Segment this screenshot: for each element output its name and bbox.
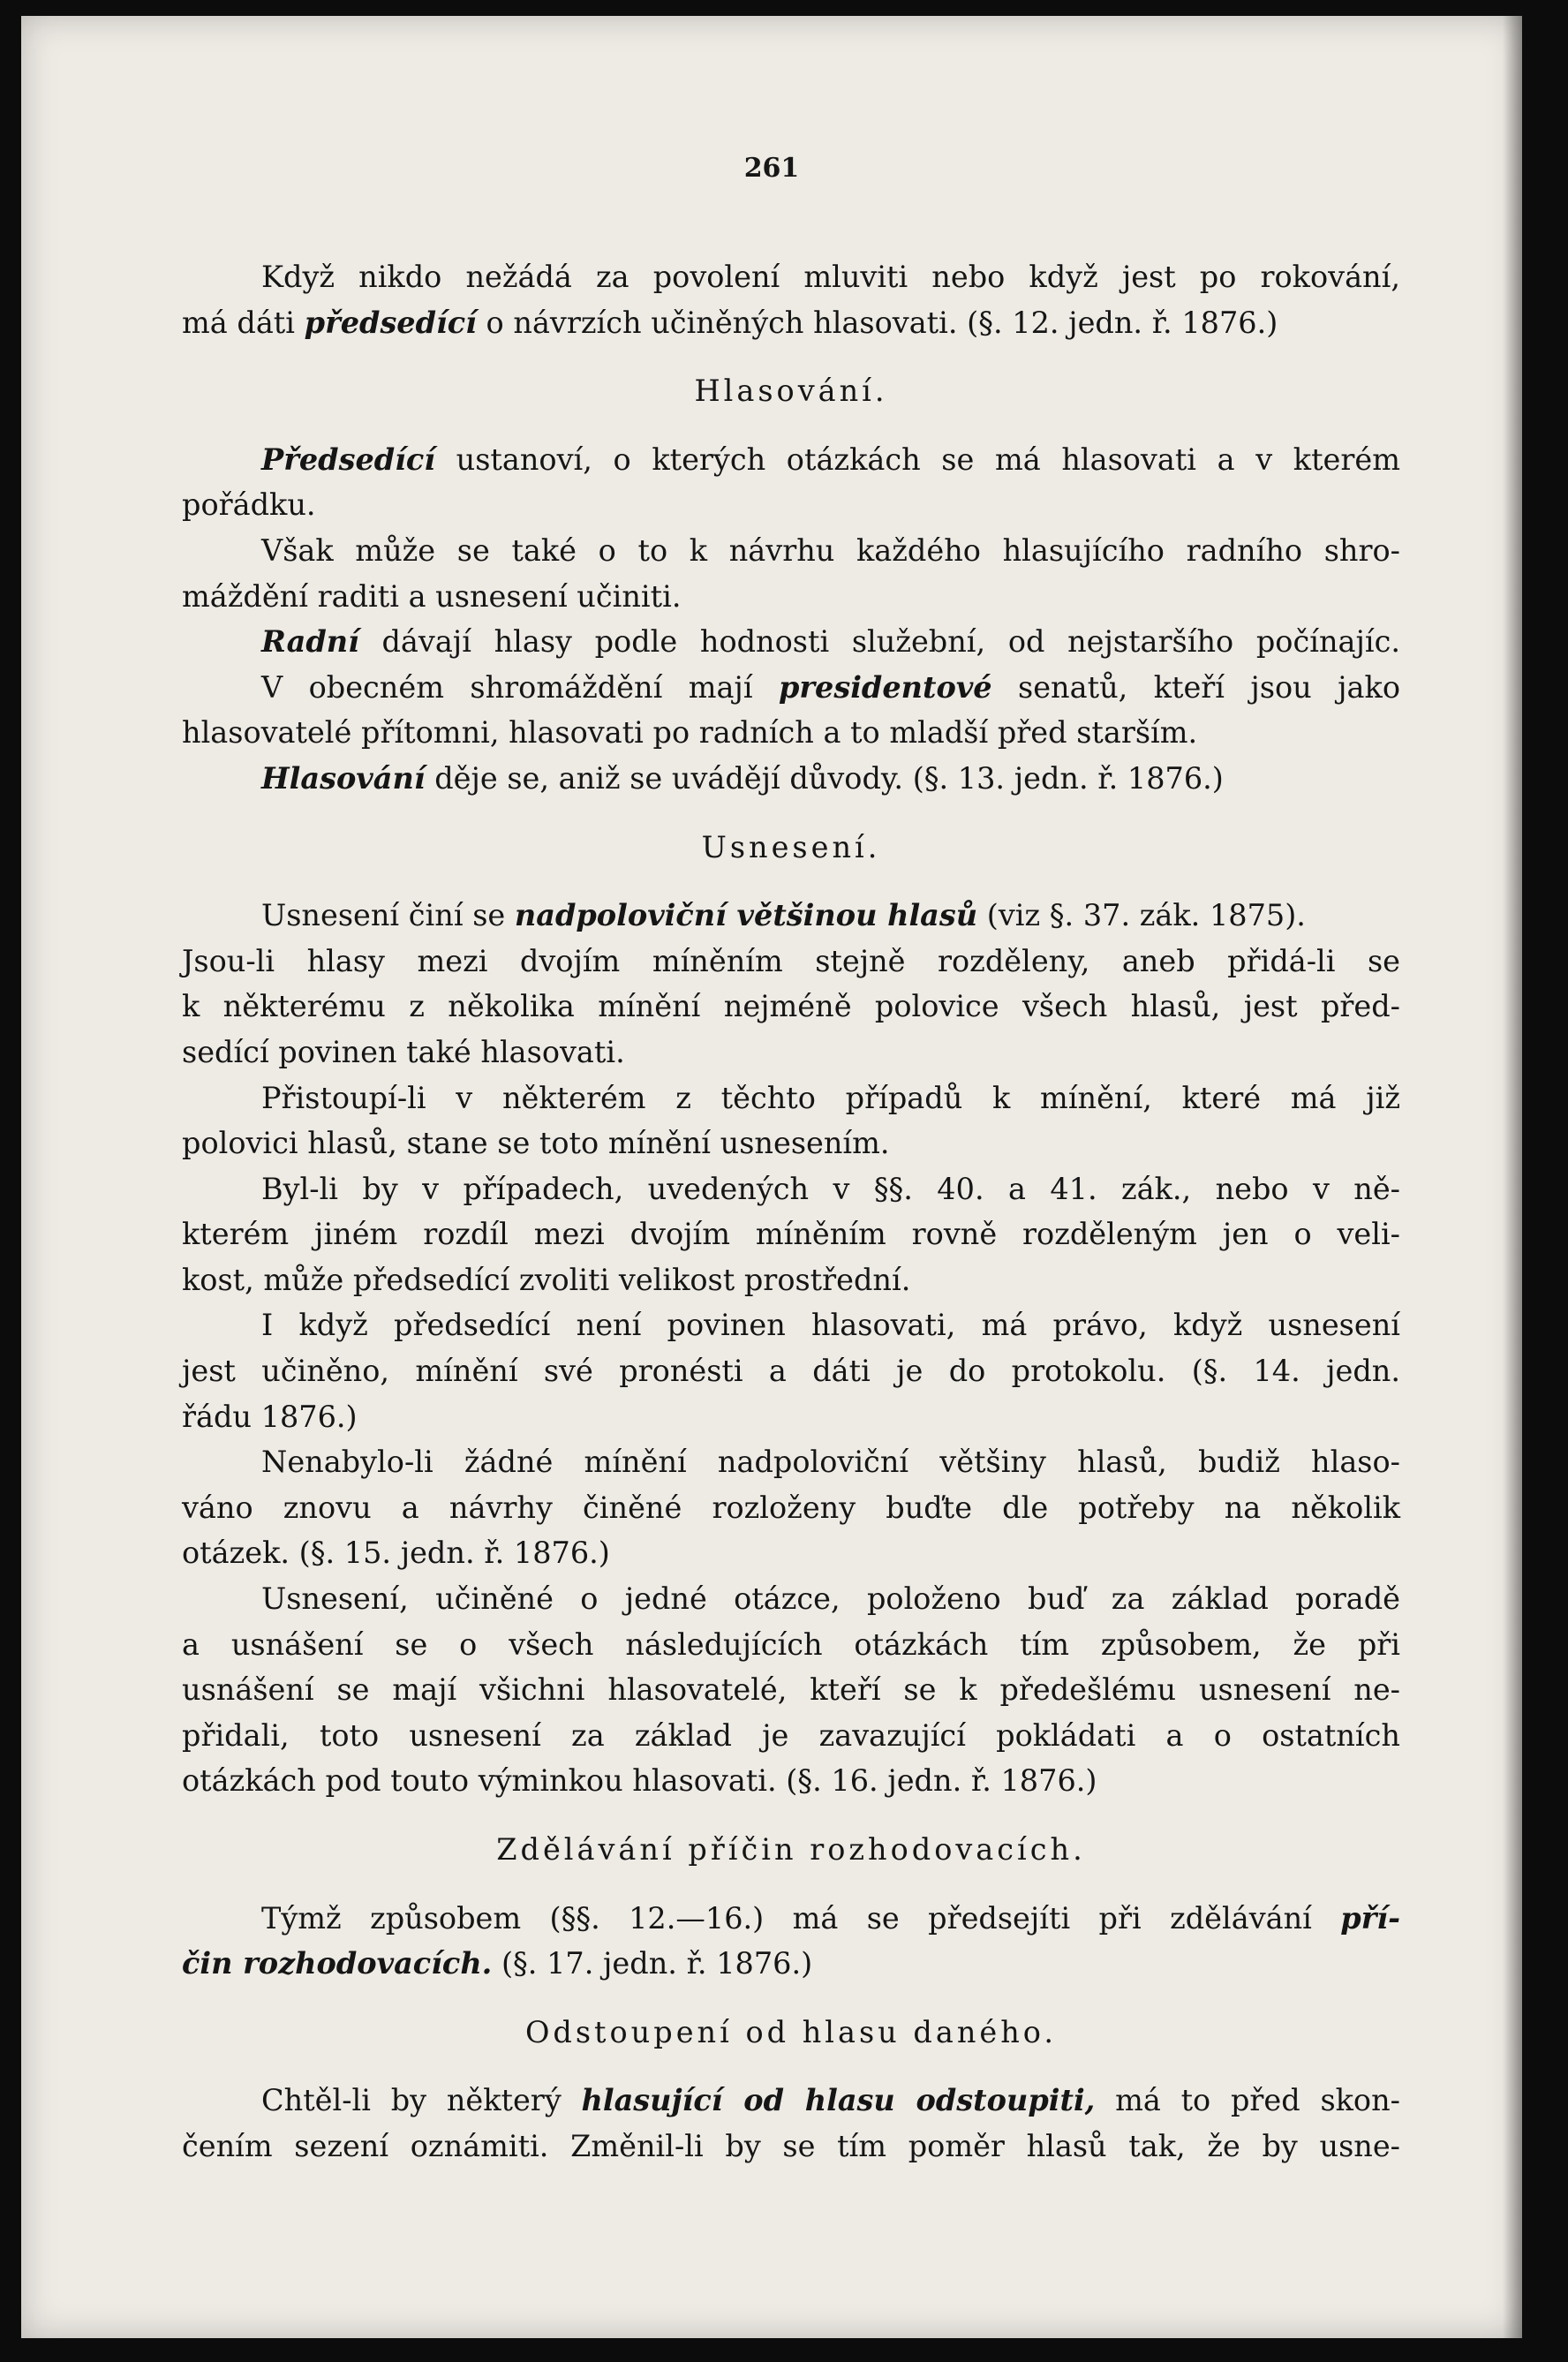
text-line: Když nikdo nežádá za povolení mluviti nebo když jest po rokování, <box>261 260 1400 294</box>
text-line: sedící povinen také hlasovati. <box>182 1034 625 1069</box>
text-line: čin rozhodovacích. (§. 17. jedn. ř. 1876.) <box>182 1946 813 1981</box>
emphasis: nadpoloviční většinou hlasů <box>514 898 978 933</box>
text-line: máždění raditi a usnesení učiniti. <box>182 578 682 614</box>
text-line: otázkách pod touto výminkou hlasovati. (§. 16. jedn. ř. 1876.) <box>182 1763 1097 1799</box>
page-edge-shadow <box>1503 16 1522 2338</box>
text-line: Hlasování děje se, aniž se uvádějí důvody. (§. 13. jedn. ř. 1876.) <box>261 760 1224 796</box>
text-line: Byl-li by v případech, uvedených v §§. 40. a 41. zák., nebo v ně- <box>261 1171 1400 1206</box>
text-line: řádu 1876.) <box>182 1399 358 1434</box>
text-line: Usnesení činí se nadpoloviční většinou hlasů (viz §. 37. zák. 1875). <box>261 898 1306 933</box>
text-line: k některému z několika mínění nejméně polovice všech hlasů, jest před- <box>182 989 1400 1024</box>
text-line: Usnesení, učiněné o jedné otázce, položeno buď za základ poradě <box>261 1581 1400 1617</box>
emphasis: čin rozhodovacích. <box>182 1946 493 1981</box>
section-heading-zdelavani: Zdělávání příčin rozhodovacích. <box>496 1832 1086 1867</box>
section-heading-usneseni: Usnesení. <box>701 829 881 864</box>
text-line: Však může se také o to k návrhu každého hlasujícího radního shro- <box>261 532 1400 568</box>
emphasis: pří- <box>1340 1900 1400 1936</box>
emphasis: Hlasování <box>261 760 426 796</box>
text-line: polovici hlasů, stane se toto mínění usnesením. <box>182 1126 890 1161</box>
text-line: kterém jiném rozdíl mezi dvojím míněním rovně rozděleným jen o veli- <box>182 1217 1400 1252</box>
text-line: otázek. (§. 15. jedn. ř. 1876.) <box>182 1536 610 1571</box>
text-line: Chtěl-li by některý hlasující od hlasu odstoupiti, má to před skon- <box>261 2083 1401 2118</box>
text-line: Nenabylo-li žádné mínění nadpoloviční většiny hlasů, budiž hlaso- <box>261 1445 1400 1480</box>
text-line: kost, může předsedící zvoliti velikost prostřední. <box>182 1262 911 1297</box>
text-line: I když předsedící není povinen hlasovati, má právo, když usnesení <box>261 1308 1400 1343</box>
emphasis: presidentové <box>778 669 992 705</box>
book-page <box>21 16 1522 2338</box>
text-line: Předsedící ustanoví, o kterých otázkách se má hlasovati a v kterém <box>261 441 1400 477</box>
text-line: jest učiněno, mínění své pronésti a dáti je do protokolu. (§. 14. jedn. <box>182 1354 1400 1389</box>
text-line: hlasovatelé přítomni, hlasovati po radních a to mladší před starším. <box>182 715 1198 751</box>
emphasis: Předsedící <box>261 441 436 477</box>
text-line: Týmž způsobem (§§. 12.—16.) má se předsejíti při zdělávání pří- <box>261 1900 1400 1936</box>
text-line: přidali, toto usnesení za základ je zavazující pokládati a o ostatních <box>182 1717 1400 1753</box>
text-line: pořádku. <box>182 487 316 523</box>
page-number: 261 <box>743 153 800 184</box>
text-line: Radní dávají hlasy podle hodnosti služební, od nejstaršího počínajíc. <box>261 624 1400 660</box>
section-heading-odstoupeni: Odstoupení od hlasu daného. <box>524 2014 1058 2049</box>
emphasis: Radní <box>261 624 359 660</box>
text-line: čením sezení oznámiti. Změnil-li by se tím poměr hlasů tak, že by usne- <box>182 2128 1400 2163</box>
text-line: Jsou-li hlasy mezi dvojím míněním stejně rozděleny, aneb přidá-li se <box>182 943 1400 978</box>
emphasis: hlasující od hlasu odstoupiti, <box>581 2083 1096 2118</box>
body-text <box>182 254 1400 2170</box>
text-line: váno znovu a návrhy činěné rozloženy buďte dle potřeby na několik <box>182 1490 1400 1525</box>
text-line: V obecném shromáždění mají presidentové senatů, kteří jsou jako <box>261 669 1400 705</box>
text-line: usnášení se mají všichni hlasovatelé, kteří se k předešlému usnesení ne- <box>182 1672 1400 1708</box>
text-line: Přistoupí-li v některém z těchto případů k mínění, které má již <box>261 1080 1400 1115</box>
text-line: a usnášení se o všech následujících otázkách tím způsobem, že při <box>182 1626 1400 1662</box>
text-line: má dáti předsedící o návrzích učiněných hlasovati. (§. 12. jedn. ř. 1876.) <box>182 305 1278 340</box>
emphasis: předsedící <box>304 305 477 340</box>
section-heading-hlasovani: Hlasování. <box>694 374 888 409</box>
